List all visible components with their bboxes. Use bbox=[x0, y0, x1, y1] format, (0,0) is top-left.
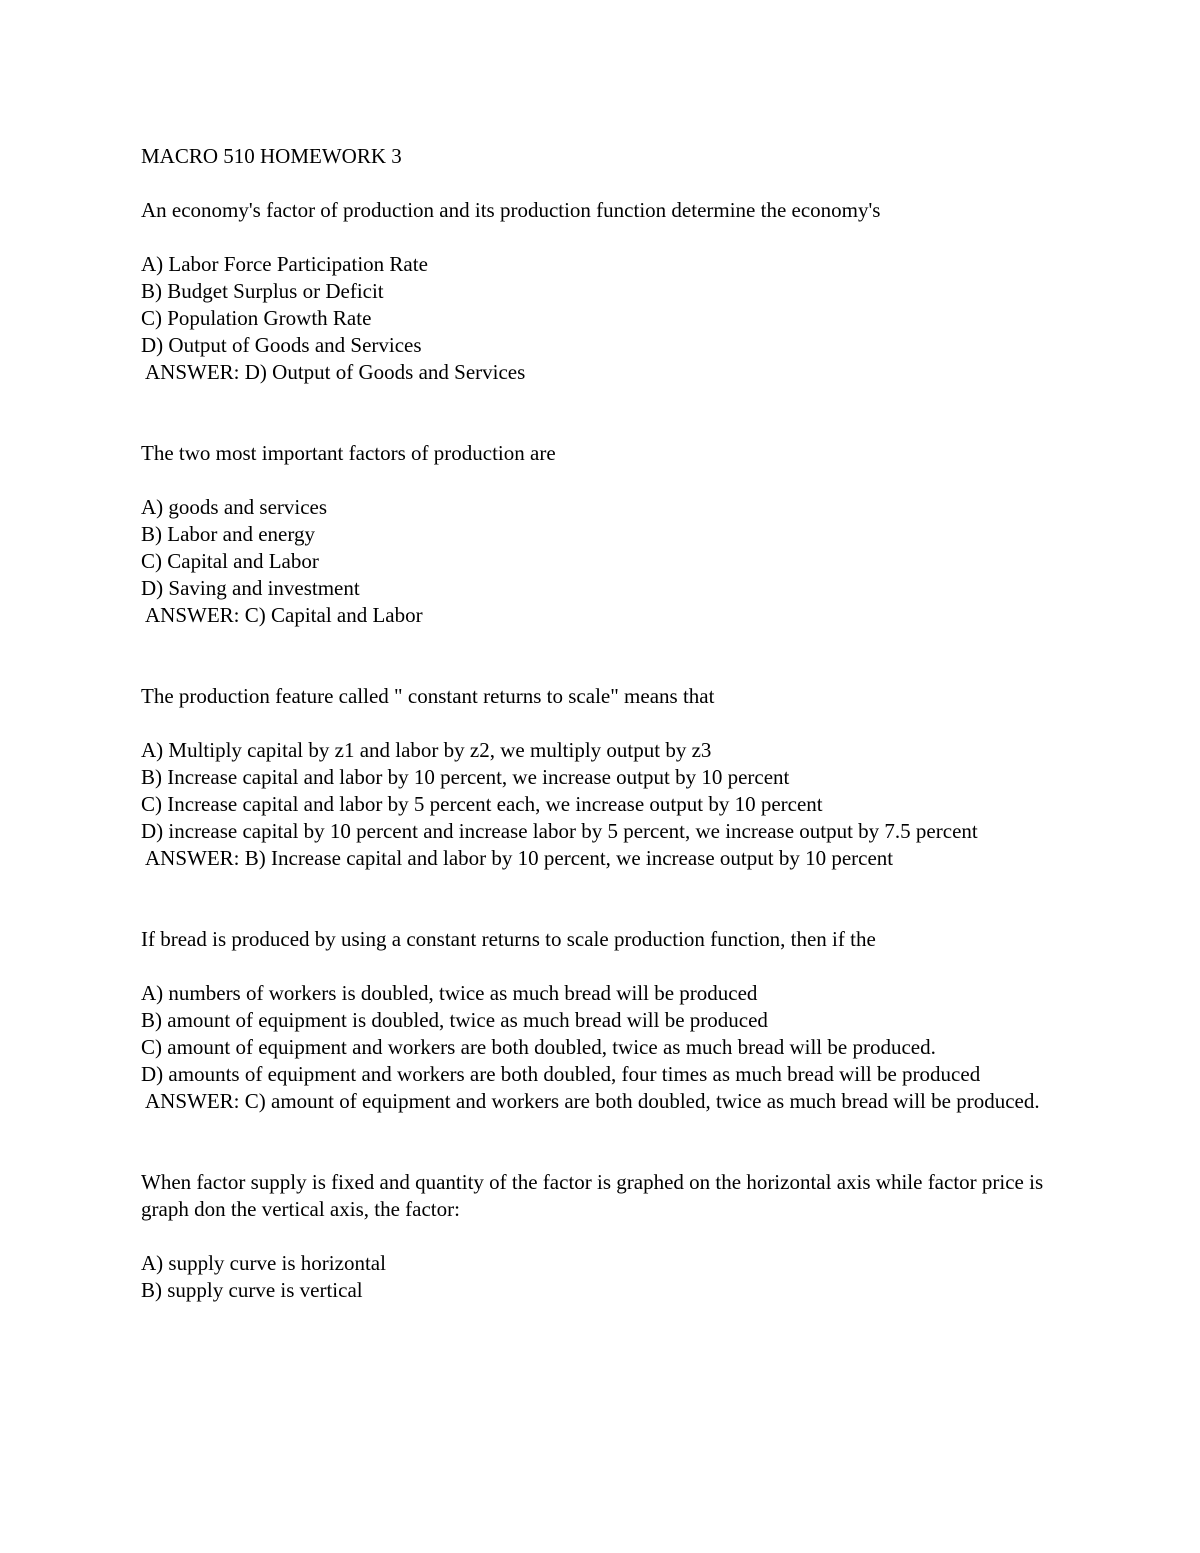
option-a: A) goods and services bbox=[141, 495, 328, 519]
question-5 bbox=[141, 1169, 1071, 1304]
option-b: B) supply curve is vertical bbox=[141, 1278, 363, 1302]
question-2 bbox=[141, 440, 1071, 629]
question-spacer bbox=[141, 1115, 1071, 1169]
answer-line: ANSWER: B) Increase capital and labor by 10 percent, we increase output by 10 percent bbox=[145, 846, 894, 870]
option-a: A) supply curve is horizontal bbox=[141, 1251, 386, 1275]
question-4 bbox=[141, 926, 1071, 1115]
option-b: B) Labor and energy bbox=[141, 522, 315, 546]
option-c: C) amount of equipment and workers are both doubled, twice as much bread will be produced. bbox=[141, 1035, 936, 1059]
option-a: A) numbers of workers is doubled, twice as much bread will be produced bbox=[141, 981, 758, 1005]
option-d: D) Output of Goods and Services bbox=[141, 333, 422, 357]
option-c: C) Capital and Labor bbox=[141, 549, 319, 573]
option-c: C) Increase capital and labor by 5 percent each, we increase output by 10 percent bbox=[141, 792, 823, 816]
question-text: When factor supply is fixed and quantity of the factor is graphed on the horizontal axis while factor price is graph don the vertical axis, the factor: bbox=[141, 1170, 1044, 1221]
question-text: If bread is produced by using a constant returns to scale production function, then if the bbox=[141, 927, 876, 951]
question-3 bbox=[141, 683, 1071, 872]
question-spacer bbox=[141, 386, 1071, 440]
document-title: MACRO 510 HOMEWORK 3 bbox=[141, 144, 402, 168]
option-d: D) amounts of equipment and workers are both doubled, four times as much bread will be produced bbox=[141, 1062, 981, 1086]
question-spacer bbox=[141, 629, 1071, 683]
answer-line: ANSWER: C) amount of equipment and workers are both doubled, twice as much bread will be produced. bbox=[145, 1089, 1040, 1113]
document-content bbox=[141, 143, 1071, 1304]
question-text: The two most important factors of production are bbox=[141, 441, 556, 465]
option-d: D) Saving and investment bbox=[141, 576, 360, 600]
option-b: B) Budget Surplus or Deficit bbox=[141, 279, 384, 303]
question-spacer bbox=[141, 872, 1071, 926]
option-b: B) amount of equipment is doubled, twice as much bread will be produced bbox=[141, 1008, 768, 1032]
option-d: D) increase capital by 10 percent and increase labor by 5 percent, we increase output by 7.5 percent bbox=[141, 819, 978, 843]
question-1 bbox=[141, 197, 1071, 386]
option-c: C) Population Growth Rate bbox=[141, 306, 372, 330]
answer-line: ANSWER: D) Output of Goods and Services bbox=[145, 360, 526, 384]
answer-line: ANSWER: C) Capital and Labor bbox=[145, 603, 423, 627]
question-text: An economy's factor of production and its production function determine the economy's bbox=[141, 198, 881, 222]
option-a: A) Multiply capital by z1 and labor by z2, we multiply output by z3 bbox=[141, 738, 712, 762]
option-b: B) Increase capital and labor by 10 percent, we increase output by 10 percent bbox=[141, 765, 790, 789]
option-a: A) Labor Force Participation Rate bbox=[141, 252, 428, 276]
question-text: The production feature called " constant returns to scale" means that bbox=[141, 684, 715, 708]
